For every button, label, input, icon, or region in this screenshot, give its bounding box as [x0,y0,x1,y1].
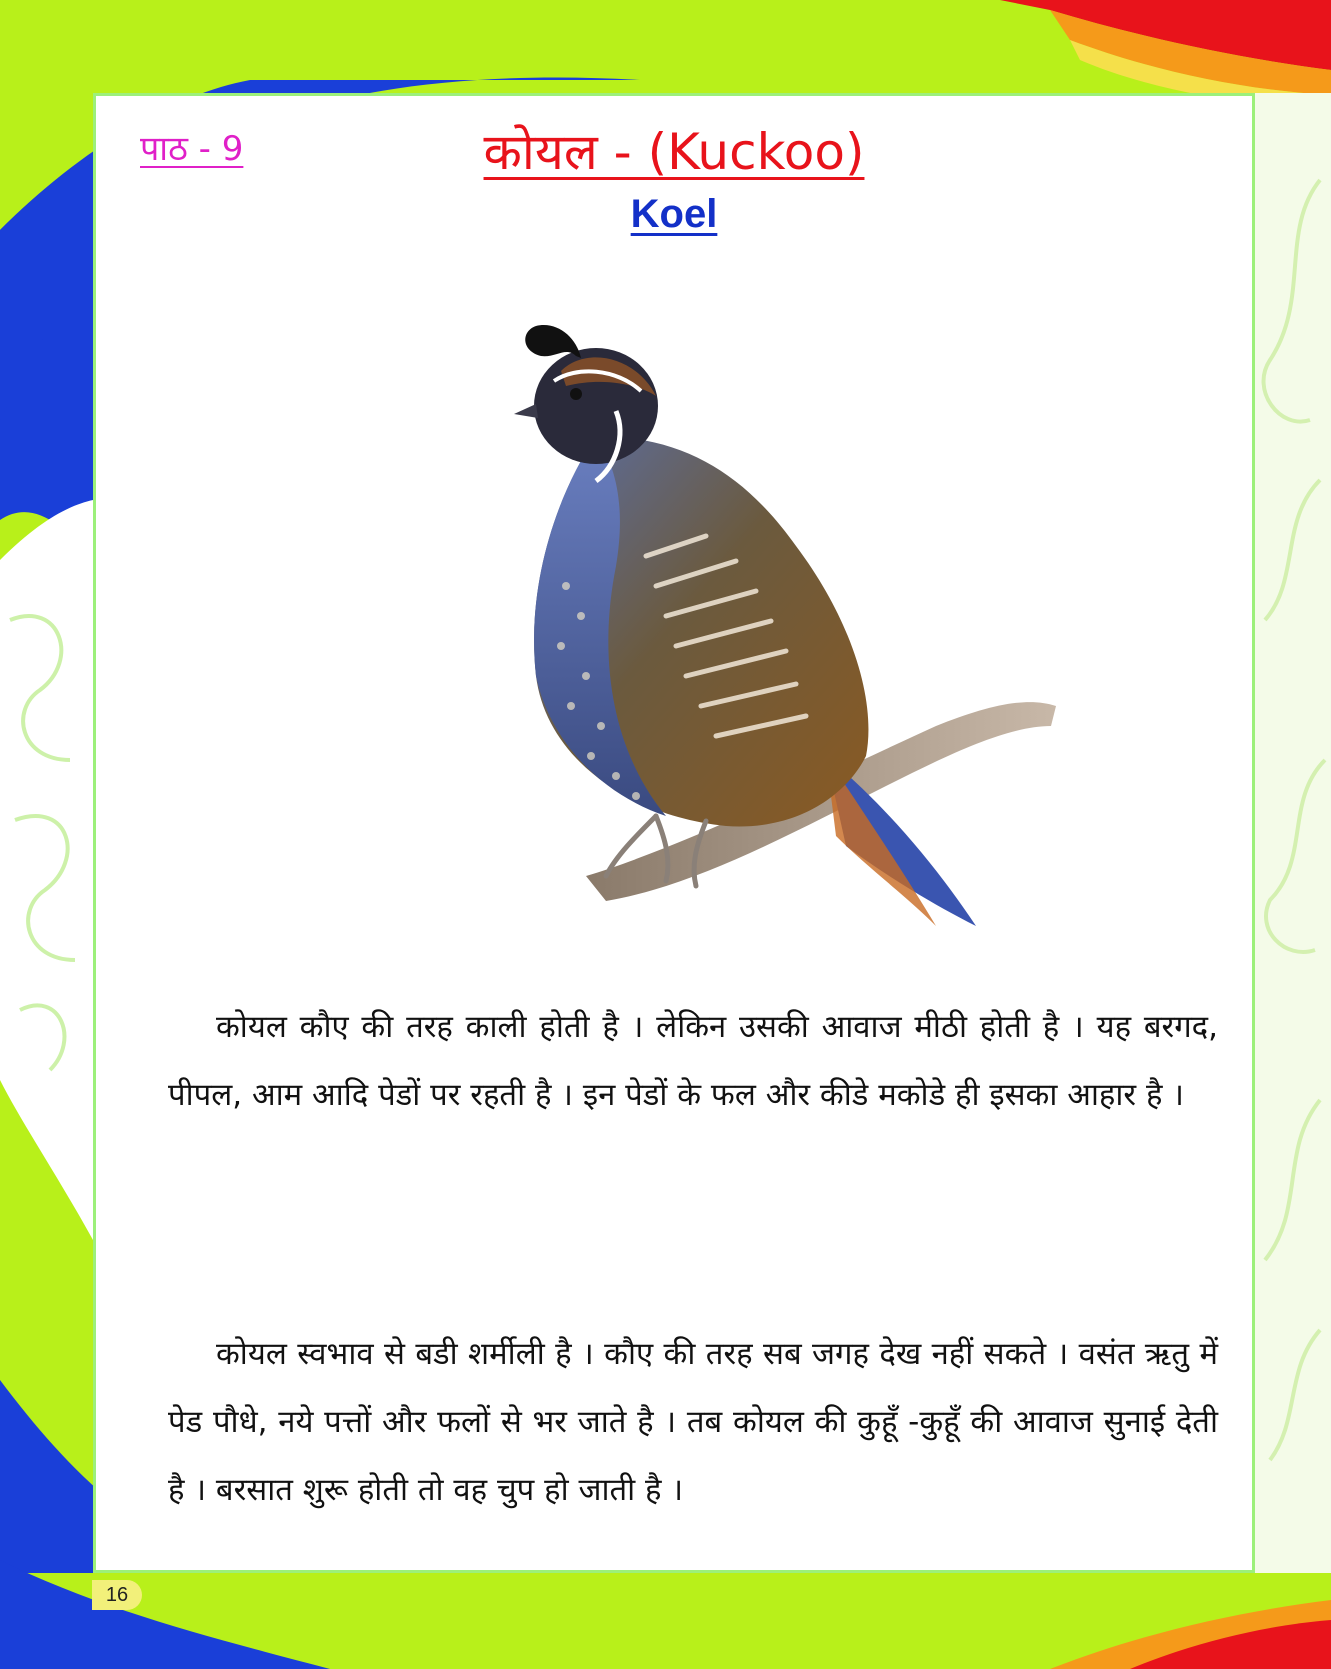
page-number: 16 [92,1580,142,1610]
paragraph-2: कोयल स्वभाव से बडी शर्मीली है । कौए की तरह सब जगह देख नहीं सकते । वसंत ऋतु में पेड पौधे, नये पत्तों और फलों से भर जाते है । तब कोयल की कुहूँ -कुहूँ की आवाज सुनाई देती है । बरसात शुरू होती तो वह चुप हो जाती है । [168,1336,1218,1508]
content-card [93,93,1255,1573]
lesson-title: कोयल - (Kuckoo) [483,123,865,181]
lesson-subtitle: Koel [630,192,718,236]
lesson-number: पाठ - 9 [140,129,244,169]
paragraph-1: कोयल कौए की तरह काली होती है । लेकिन उसकी आवाज मीठी होती है । यह बरगद, पीपल, आम आदि पेडों पर रहती है । इन पेडों के फल और कीडे मकोडे ही इसका आहार है । [168,1009,1218,1113]
bird-illustration [466,286,1076,976]
